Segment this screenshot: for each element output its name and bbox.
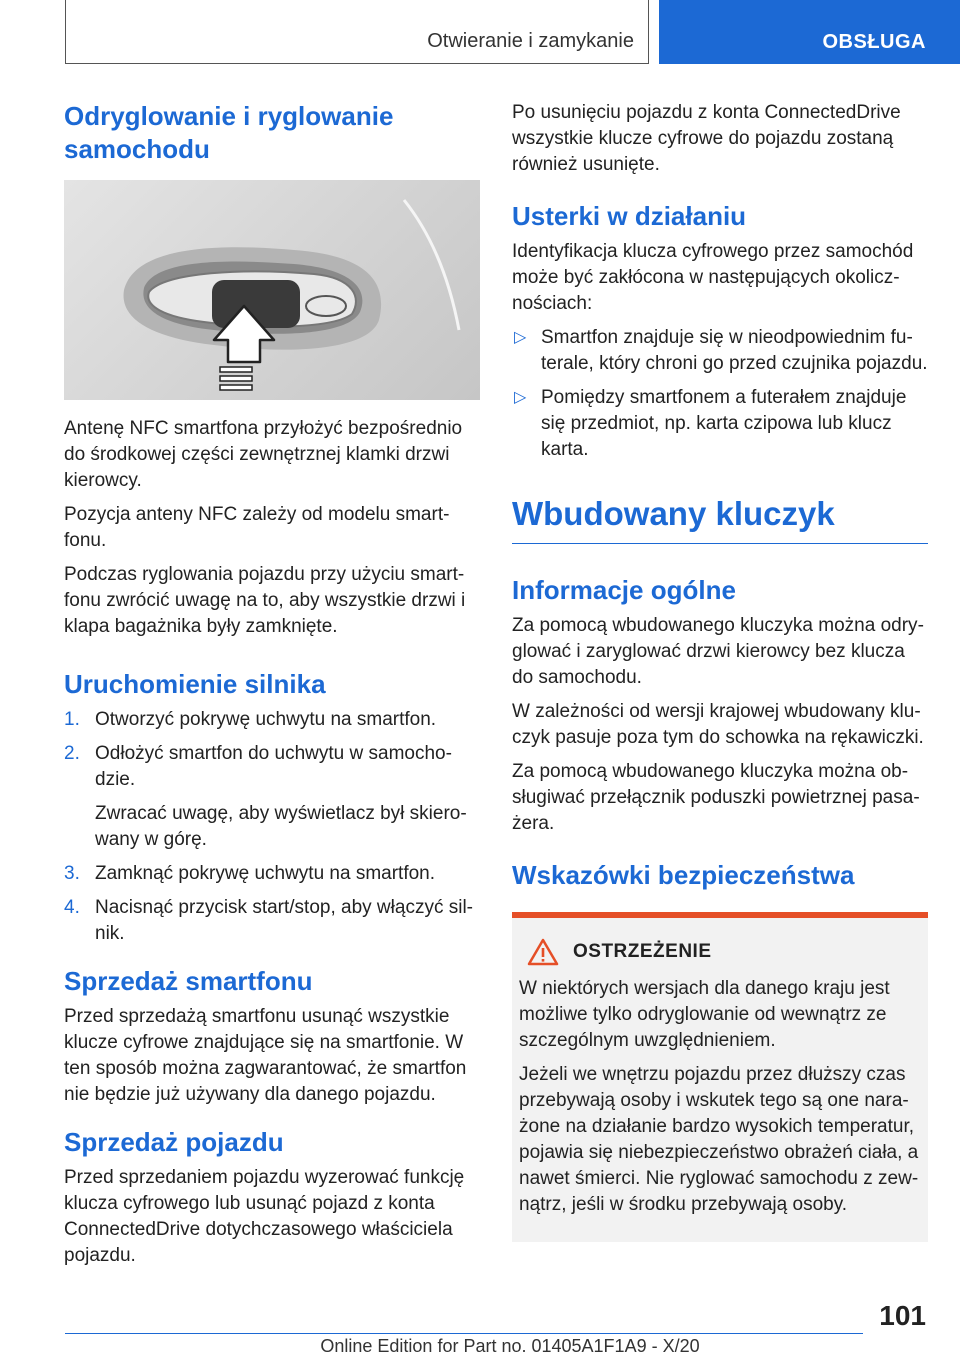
triangle-bullet-icon: ▷ — [514, 329, 527, 346]
warning-header — [519, 938, 921, 966]
footer-edition: Online Edition for Part no. 01405A1F1A9 - X/20 — [320, 1336, 700, 1356]
list-item — [64, 741, 480, 853]
paragraph-nfc-position: Pozycja anteny NFC zależy od modelu smartfonu. — [64, 504, 450, 551]
step-text: Nacisnąć przycisk start/stop, aby włączyć silnik. — [95, 897, 473, 944]
paragraph-general-1: Za pomocą wbudowanego kluczyka można odryglować i zaryglować drzwi kierowcy bez klucza do samochodu. — [512, 615, 924, 688]
warning-paragraph-1: W niektórych wersjach dla danego kraju jest możliwe tylko odryglowanie od wewnątrz ze szczególnym uwzględnieniem. — [519, 978, 890, 1051]
bullet-text: Smartfon znajduje się w nieodpowiednim futerale, który chroni go przed czujnika pojazdu. — [541, 327, 928, 374]
heading-unlock-lock: Odryglowanie i ryglowanie samochodu — [64, 101, 394, 164]
triangle-bullet-icon: ▷ — [514, 389, 527, 406]
step-number: 1. — [64, 709, 80, 730]
paragraph-sell-vehicle: Przed sprzedaniem pojazdu wyzerować funkcję klucza cyfrowego lub usunąć pojazd z konta ConnectedDrive dotychczasowego właściciela pojazdu. — [64, 1167, 465, 1266]
step-text: Otworzyć pokrywę uchwytu na smartfon. — [95, 709, 437, 730]
right-column — [512, 100, 928, 1242]
paragraph-general-3: Za pomocą wbudowanego kluczyka można obsługiwać przełącznik poduszki powietrznej pasażera. — [512, 761, 920, 834]
paragraph-locking-note: Podczas ryglowania pojazdu przy użyciu smartfonu zwrócić uwagę na to, aby wszystkie drzwi i klapa bagażnika były zamknięte. — [64, 564, 466, 637]
heading-general-info: Informacje ogólne — [512, 575, 736, 605]
warning-box — [512, 912, 928, 1242]
faults-list — [512, 325, 928, 463]
list-item — [64, 895, 480, 947]
heading-safety: Wskazówki bezpieczeństwa — [512, 860, 855, 890]
list-item — [64, 707, 480, 733]
warning-paragraph-2: Jeżeli we wnętrzu pojazdu przez dłuższy czas przebywają osoby i wskutek tego są one narażone na działanie bardzo wysokich temperatur, pojawia się niebezpieczeństwo obrażeń ciała, a nawet śmierci. Nie ryglować samochodu z zewnątrz, jeśli w środku przebywają osoby. — [519, 1064, 919, 1215]
page-number: 101 — [879, 1300, 926, 1331]
step-number: 2. — [64, 743, 80, 764]
header-section-box — [65, 0, 649, 64]
warning-title: OSTRZEŻENIE — [573, 941, 712, 962]
footer-divider — [65, 1333, 863, 1334]
list-item — [512, 385, 928, 463]
heading-integrated-key: Wbudowany kluczyk — [512, 493, 928, 544]
paragraph-account-removal: Po usunięciu pojazdu z konta ConnectedDrive wszystkie klucze cyfrowe do pojazdu zostaną również usunięte. — [512, 102, 901, 175]
door-handle-nfc-illustration — [64, 180, 480, 400]
heading-engine-start: Uruchomienie silnika — [64, 669, 326, 699]
heading-sell-smartphone: Sprzedaż smartfonu — [64, 966, 313, 996]
list-item — [512, 325, 928, 377]
list-item — [64, 861, 480, 887]
heading-faults: Usterki w działaniu — [512, 201, 747, 231]
chapter-tab-label: OBSŁUGA — [822, 31, 926, 53]
engine-start-steps — [64, 707, 480, 947]
step-text: Odłożyć smartfon do uchwytu w samochodzie. — [95, 743, 452, 790]
paragraph-sell-smartphone: Przed sprzedażą smartfonu usunąć wszystkie klucze cyfrowe znajdujące się na smartfonie. W ten sposób można zagwarantować, że smartfon nie będzie już używany dla danego pojazdu. — [64, 1006, 467, 1105]
paragraph-general-2: W zależności od wersji krajowej wbudowany kluczyk pasuje poza tym do schowka na rękawiczki. — [512, 701, 924, 748]
step-number: 4. — [64, 897, 80, 918]
door-handle-figure — [64, 180, 480, 400]
heading-sell-vehicle: Sprzedaż pojazdu — [64, 1127, 284, 1157]
step-text: Zamknąć pokrywę uchwytu na smartfon. — [95, 863, 436, 884]
left-column — [64, 100, 480, 1277]
chapter-tab — [659, 0, 960, 64]
section-title: Otwieranie i zamykanie — [427, 30, 634, 52]
paragraph-nfc-antenna: Antenę NFC smartfona przyłożyć bezpośrednio do środkowej części zewnętrznej klamki drzwi kierowcy. — [64, 418, 463, 491]
step-number: 3. — [64, 863, 80, 884]
step-continuation: Zwracać uwagę, aby wyświetlacz był skierowany w górę. — [95, 803, 467, 850]
warning-triangle-icon — [527, 938, 559, 966]
bullet-text: Pomiędzy smartfonem a futerałem znajduje się przedmiot, np. karta czipowa lub klucz karta. — [541, 387, 907, 460]
paragraph-faults: Identyfikacja klucza cyfrowego przez samochód może być zakłócona w następujących okolicznościach: — [512, 241, 914, 314]
